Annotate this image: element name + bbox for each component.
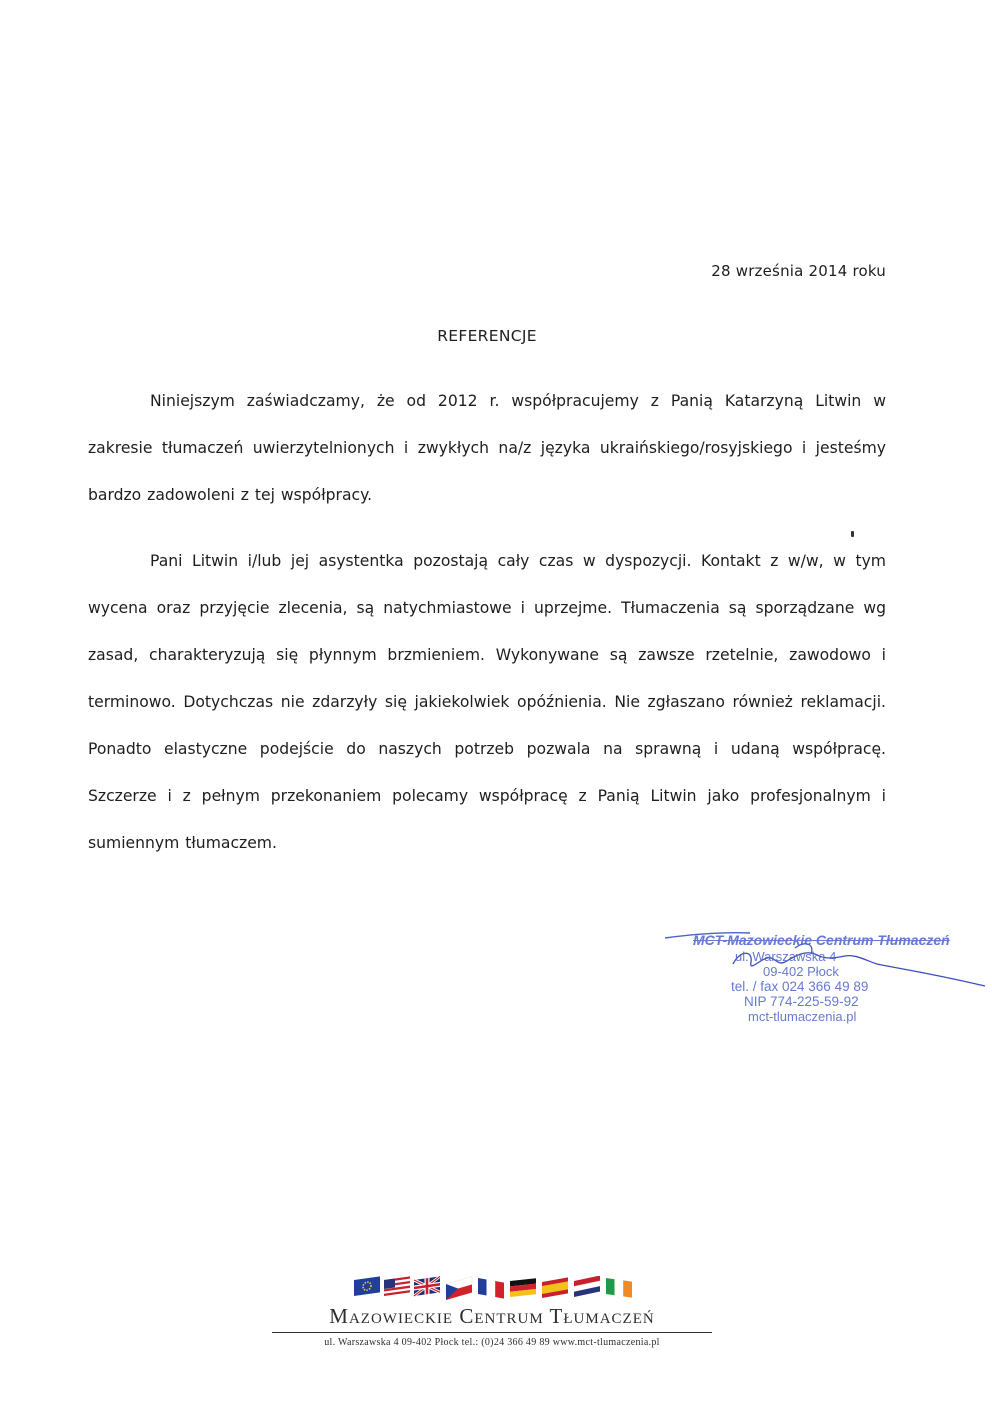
company-stamp [655, 920, 992, 1030]
paragraph-1: Niniejszym zaświadczamy, że od 2012 r. współpracujemy z Panią Katarzyną Litwin w zakresie tłumaczeń uwierzytelnionych i zwykłych na/z języka ukraińskiego/rosyjskiego i jesteśmy bardzo zadowoleni z tej współpracy. [88, 392, 886, 504]
stamp-phone: tel. / fax 024 366 49 89 [731, 979, 869, 994]
scan-speck [851, 531, 854, 537]
es-flag-icon [542, 1277, 568, 1298]
fr-flag-icon [478, 1278, 504, 1299]
stamp-website: mct-tlumaczenia.pl [748, 1009, 857, 1024]
stamp-nip: NIP 774-225-59-92 [744, 994, 859, 1009]
letterhead-footer [272, 1276, 712, 1348]
eu-flag-icon [354, 1276, 380, 1296]
flags-row [354, 1276, 712, 1302]
stamp-city: 09-402 Płock [763, 964, 839, 979]
letter-title: REFERENCJE [437, 327, 537, 345]
cz-flag-icon [446, 1277, 472, 1300]
footer-address: ul. Warszawska 4 09-402 Płock tel.: (0)24 366 49 89 www.mct-tlumaczenia.pl [324, 1337, 660, 1348]
us-flag-icon [384, 1276, 410, 1296]
stamp-street: ul. Warszawska 4 [735, 949, 837, 964]
stamp-company-name: MCT-Mazowieckie Centrum Tłumaczeń [693, 932, 950, 948]
ie-flag-icon [606, 1278, 632, 1298]
nl-flag-icon [574, 1276, 600, 1297]
de-flag-icon [510, 1278, 536, 1297]
uk-flag-icon [414, 1276, 440, 1296]
paragraph-2: Pani Litwin i/lub jej asystentka pozostają cały czas w dyspozycji. Kontakt z w/w, w tym wycena oraz przyjęcie zlecenia, są natychmiastowe i uprzejme. Tłumaczenia są sporządzane wg zasad, charakteryzują się płynnym brzmieniem. Wykonywane są zawsze rzetelnie, zawodowo i terminowo. Dotychczas nie zdarzyły się jakiekolwiek opóźnienia. Nie zgłaszano również reklamacji. Ponadto elastyczne podejście do naszych potrzeb pozwala na sprawną i udaną współpracę. Szczerze i z pełnym przekonaniem polecamy współpracę z Panią Litwin jako profesjonalnym i sumiennym tłumaczem. [88, 552, 886, 852]
footer-company-name: Mazowieckie Centrum Tłumaczeń [272, 1304, 712, 1333]
letter-date: 28 września 2014 roku [711, 262, 886, 280]
